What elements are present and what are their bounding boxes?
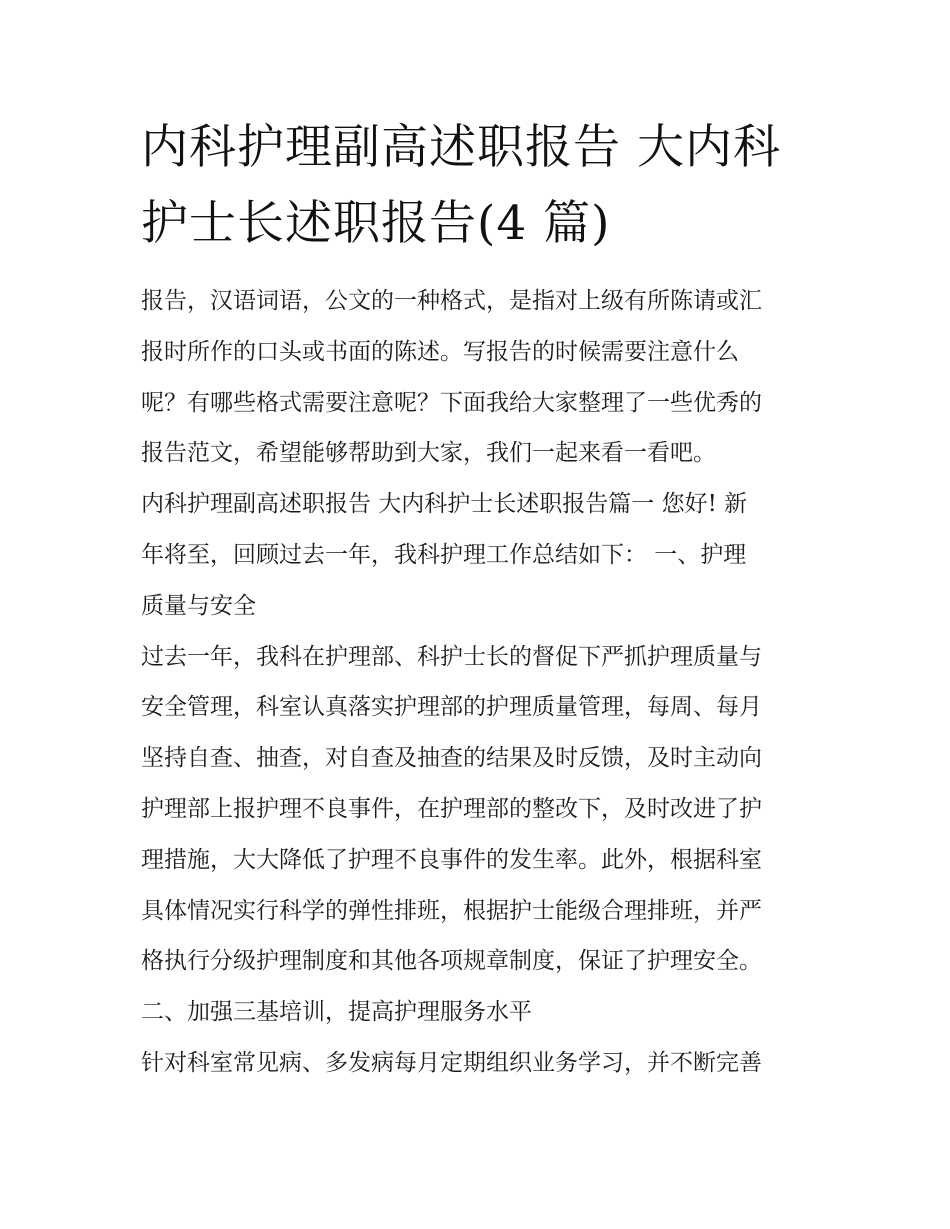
title-line: 护士长述职报告(4 篇) xyxy=(141,196,611,251)
document-body xyxy=(141,276,821,1089)
paragraph-line: 报告范文，希望能够帮助到大家，我们一起来看一看吧。 xyxy=(141,440,716,467)
paragraph-line: 护理部上报护理不良事件，在护理部的整改下，及时改进了护 xyxy=(141,795,762,822)
paragraph-line: 格执行分级护理制度和其他各项规章制度，保证了护理安全。 xyxy=(141,948,762,975)
paragraph-line: 年将至，回顾过去一年，我科护理工作总结如下： 一、护理 xyxy=(141,541,747,568)
document-title xyxy=(141,110,821,262)
document-content xyxy=(141,110,821,1089)
paragraph-line: 呢？有哪些格式需要注意呢？下面我给大家整理了一些优秀的 xyxy=(141,389,762,416)
paragraph-line: 针对科室常见病、多发病每月定期组织业务学习，并不断完善 xyxy=(141,1049,762,1076)
paragraph-line: 质量与安全 xyxy=(141,592,256,619)
section-heading-line: 二、加强三基培训，提高护理服务水平 xyxy=(141,999,532,1026)
paragraph-line: 过去一年，我科在护理部、科护士长的督促下严抓护理质量与 xyxy=(141,643,762,670)
paragraph-line: 安全管理，科室认真落实护理部的护理质量管理，每周、每月 xyxy=(141,694,762,721)
paragraph-line: 内科护理副高述职报告 大内科护士长述职报告篇一 您好! 新 xyxy=(141,491,748,518)
title-line: 内科护理副高述职报告 大内科 xyxy=(141,120,781,175)
paragraph-line: 报告，汉语词语，公文的一种格式，是指对上级有所陈请或汇 xyxy=(141,288,762,314)
paragraph-line: 具体情况实行科学的弹性排班，根据护士能级合理排班，并严 xyxy=(141,897,762,924)
paragraph-line: 报时所作的口头或书面的陈述。写报告的时候需要注意什么 xyxy=(141,338,739,365)
paragraph-line: 理措施，大大降低了护理不良事件的发生率。此外，根据科室 xyxy=(141,846,762,873)
paragraph-line: 坚持自查、抽查，对自查及抽查的结果及时反馈，及时主动向 xyxy=(141,745,762,772)
